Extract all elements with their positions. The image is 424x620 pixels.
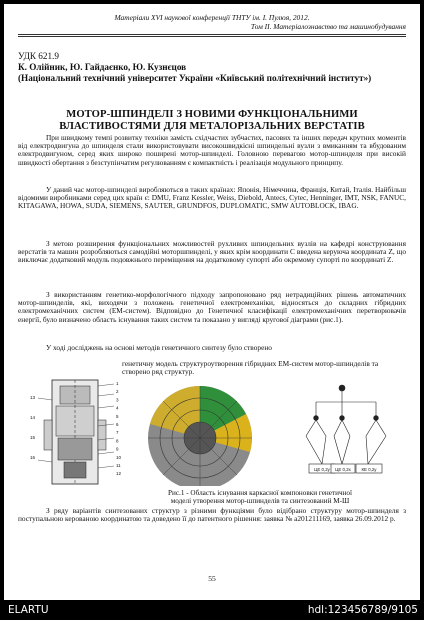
callout-number: 3 — [116, 397, 119, 403]
page-number: 55 — [208, 574, 216, 583]
callout-number: 9 — [116, 446, 119, 452]
paper-title — [18, 109, 406, 133]
callout-number: 12 — [116, 471, 122, 477]
callout-number: 2 — [116, 389, 119, 395]
callout-number: 6 — [116, 422, 119, 427]
paragraph-text: З метою розширення функціональних можливостей рухливих шпиндельних вузлів на кафедрі конструювання верстатів та машин розробляються самодійні моторшпинделі, у яких крім координати C введена керуюча координата Z, що виключає додатковий модуль подовжнього переміщення на додатковому супорті або окремому супорті по координаті Z. — [18, 239, 406, 265]
callout-number: 1 — [116, 381, 119, 386]
callout-number: 16 — [30, 455, 36, 460]
affiliation: (Національний технічний університет України «Київський політехнічний інститут») — [18, 73, 372, 83]
callout-number: 10 — [116, 454, 122, 460]
callout-number: 14 — [30, 415, 36, 420]
paragraph-text: З ряду варіантів синтезованих структур з різними функціями було відібрано структуру мотор-шпинделя з поступальною керованою координатою та доведено її до патентного рішення: заявка № а201211169, заявка 26.09.2012 р. — [18, 506, 406, 524]
paragraph-2 — [18, 186, 406, 211]
tree-label-1: ЦЕ 0,2у — [314, 467, 330, 472]
authors: К. Олійник, Ю. Гайдаєнко, Ю. Кузнєцов — [18, 62, 187, 72]
callout-number: 15 — [30, 435, 36, 440]
figure-caption — [122, 489, 398, 505]
caption-line-2: моделі утворення мотор-шпинделів та синтезований М-Ш — [170, 497, 350, 506]
callout-number: 13 — [30, 395, 36, 400]
title-line-2: ВЛАСТИВОСТЯМИ ДЛЯ МЕТАЛОРІЗАЛЬНИХ ВЕРСТАТІВ — [59, 121, 365, 132]
tree-label-3: КЕ 0,2у — [361, 467, 377, 472]
callout-number: 8 — [116, 438, 119, 444]
paragraph-1 — [18, 134, 406, 167]
paragraph-text: З використанням генетико-морфологічного підходу запропоновано ряд нетрадиційних рішень автоматичних мотор-шпинделів, які, виходячи з положень генетичної електромеханіки, відносяться до складних гібридних електромеханічних систем (ЕМ-систем). Відповідно до Генетичної класифікації електромеханічних перетворювачів енергії, було визначено область існування таких систем та показано у вигляді кругової діаграми (рис.1). — [18, 290, 406, 324]
paragraph-5 — [18, 344, 406, 352]
paragraph-4 — [18, 291, 406, 324]
circular-diagram — [148, 386, 252, 486]
paragraph-3 — [18, 240, 406, 265]
paragraph-6 — [18, 507, 406, 523]
title-line-1: МОТОР-ШПИНДЕЛІ З НОВИМИ ФУНКЦІОНАЛЬНИМИ — [66, 109, 358, 120]
footer-left-label: ELARTU — [8, 604, 49, 616]
callout-number: 7 — [116, 430, 119, 436]
running-head-line1: Матеріали XVI наукової конференції ТНТУ ім. І. Пулюя, 2012. — [114, 13, 310, 22]
paragraph-text: У ході досліджень на основі методів генетичного синтезу було створено — [46, 343, 272, 352]
paragraph-5-continued: генетичну модель структуроутворення гібридних ЕМ-систем мотор-шпинделів та створено ряд структур. — [122, 359, 379, 377]
udc-code: УДК 621.9 — [18, 51, 59, 61]
document-page — [4, 4, 420, 600]
motor-spindle-drawing — [30, 380, 122, 484]
header-rule-thin — [18, 36, 406, 37]
running-head-line2: Том ІІ. Матеріалознавство та машинобудування — [250, 21, 406, 31]
running-head — [18, 14, 406, 31]
callout-number: 5 — [116, 413, 119, 419]
callout-number: 11 — [116, 463, 121, 468]
tree-label-2: ЦЕ 0,2х — [335, 467, 351, 472]
paragraph-text: У даний час мотор-шпинделі виробляються в таких країнах: Японія, Німеччина, Франція, Китай, Італія. Найбільш відомими виробниками серед цих країн є: DMU, Franz Kessler, Weiss, Diebold, Antecs, Cytec, Henninger, IMT, NSK, FANUC, KITAGAWA, HOWA, SUDA, SIEMENS, SAUTER, GRUNDFOS, DUPLOMATIC, SMW AUTOBLOCK, IBAG. — [18, 185, 406, 211]
paragraph-text: При швидкому темпі розвитку техніки замість східчастих зубчастих, пасових та інших передач крутних моментів від електродвигуна до шпинделя стали використовувати високошвидкісні шпиндельні вузли з вмиканням та вбудованим електродвигуном, серед яких широко поширені мотор-шпинделі. Головною перевагою мотор-шпинделя при високій швидкості обертання з безступінчатим регулюванням є компактність і реалізація модульного принципу. — [18, 133, 406, 167]
header-rule — [18, 34, 406, 35]
caption-line-1: Рис.1 - Область існування каркасної компоновки генетичної — [168, 489, 352, 497]
footer-handle-label: hdl:123456789/9105 — [307, 604, 418, 616]
callout-number: 4 — [116, 405, 119, 411]
structure-tree — [306, 385, 386, 473]
figure-1 — [22, 376, 402, 486]
